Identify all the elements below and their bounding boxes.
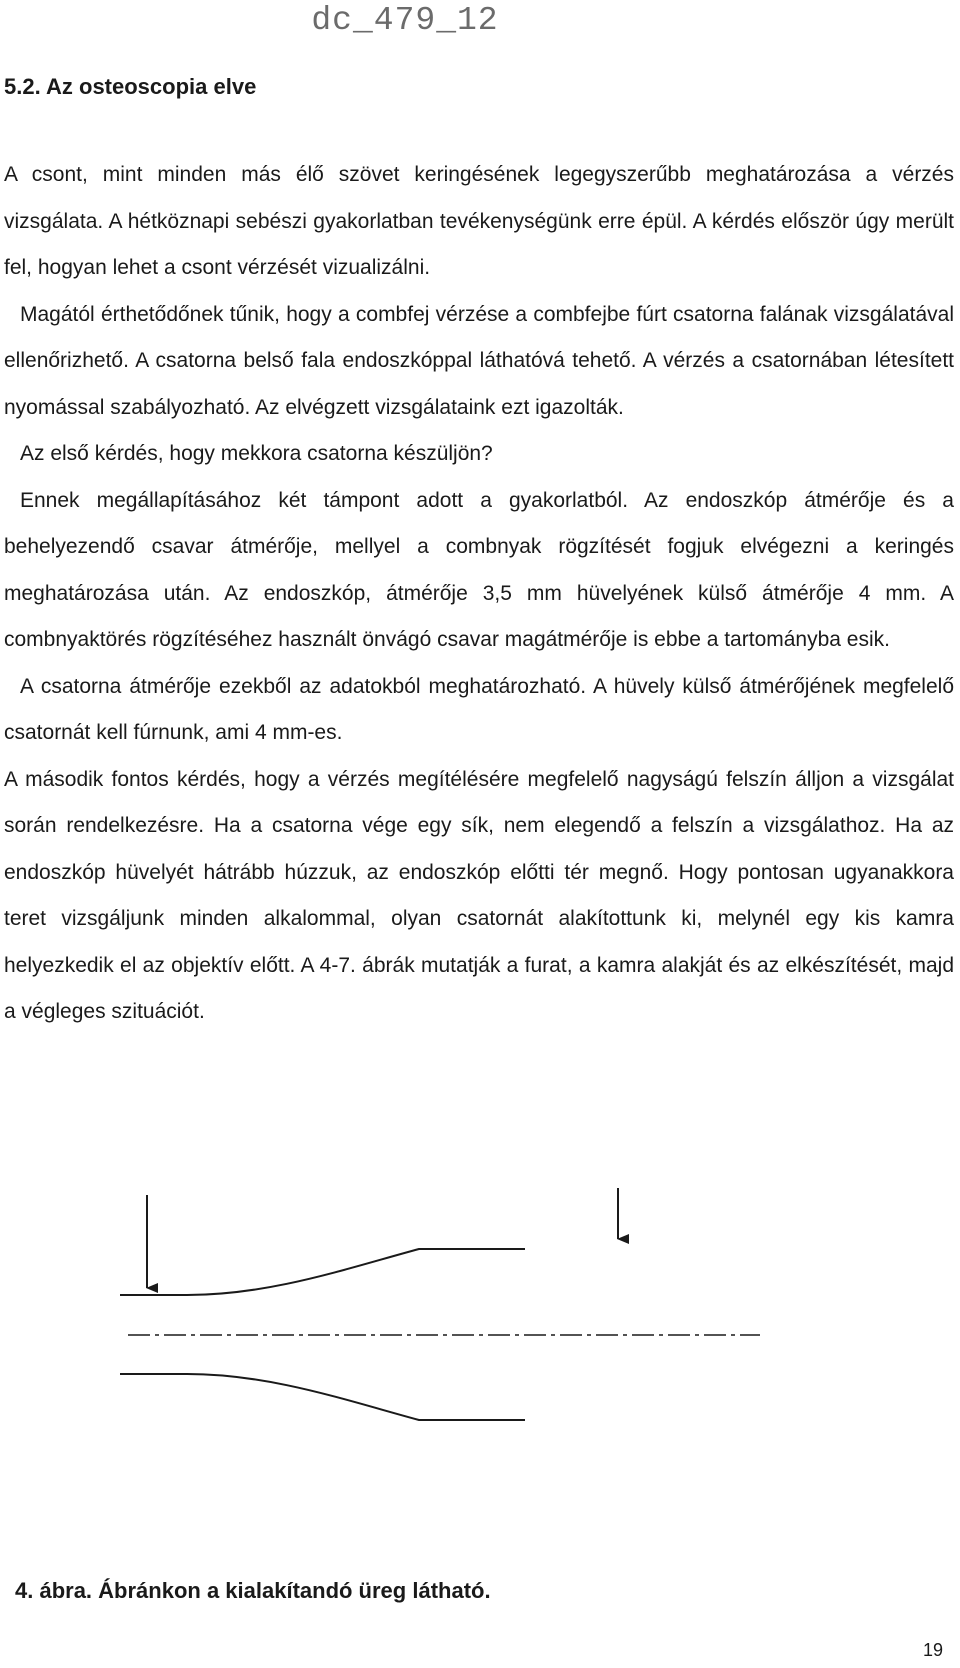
paragraph: A második fontos kérdés, hogy a vérzés megítélésére megfelelő nagyságú felszín álljon a vizsgálat során rendelkezésre. Ha a csatorna vége egy sík, nem elegendő a felszín a vizsgálathoz. Ha az endoszkóp hüvelyét hátrább húzzuk, az endoszkóp előtti tér megnő. Hogy pontosan ugyanakkora teret vizsgáljunk minden alkalommal, olyan csatornát alakítottunk ki, melynél egy kis kamra helyezkedik el az objektív előtt. A 4-7. ábrák mutatják a furat, a kamra alakját és az elkészítését, majd a végleges szituációt.	[4, 767, 954, 1023]
lower-wall-outline	[120, 1374, 525, 1420]
paragraph: A csont, mint minden más élő szövet keringésének legegyszerűbb meghatározása a vérzés vizsgálata. A hétköznapi sebészi gyakorlatban tevékenységünk erre épül. A kérdés először úgy merült fel, hogyan lehet a csont vérzését vizualizálni.	[4, 163, 954, 279]
cavity-diagram-svg	[120, 1185, 820, 1480]
body-text	[4, 152, 954, 1036]
document-code-header: dc_479_12	[311, 2, 499, 39]
paragraph: A csatorna átmérője ezekből az adatokból meghatározható. A hüvely külső átmérőjének megfelelő csatornát kell fúrnunk, ami 4 mm-es.	[4, 674, 954, 744]
section-number: 5.2.	[4, 74, 41, 99]
figure-caption: 4. ábra. Ábránkon a kialakítandó üreg látható.	[15, 1578, 491, 1603]
paragraph: Magától érthetődőnek tűnik, hogy a combfej vérzése a combfejbe fúrt csatorna falának vizsgálatával ellenőrizhető. A csatorna belső fala endoszkóppal láthatóvá tehető. A vérzés a csatornában létesített nyomással szabályozható. Az elvégzett vizsgálataink ezt igazolták.	[4, 302, 954, 419]
upper-wall-outline	[120, 1249, 525, 1295]
section-title: Az osteoscopia elve	[46, 74, 257, 99]
paragraph: Az első kérdés, hogy mekkora csatorna készüljön?	[20, 442, 493, 465]
cavity-diagram	[120, 1185, 820, 1480]
page-number: 19	[922, 1640, 943, 1660]
section-heading	[4, 74, 256, 100]
paragraph: Ennek megállapításához két támpont adott a gyakorlatból. Az endoszkóp átmérője és a behelyezendő csavar átmérője, mellyel a combnyak rögzítését fogjuk elvégezni a keringés meghatározása után. Az endoszkóp, átmérője 3,5 mm hüvelyének külső átmérője 4 mm. A combnyaktörés rögzítéséhez használt önvágó csavar magátmérője is ebbe a tartományba esik.	[4, 488, 954, 651]
